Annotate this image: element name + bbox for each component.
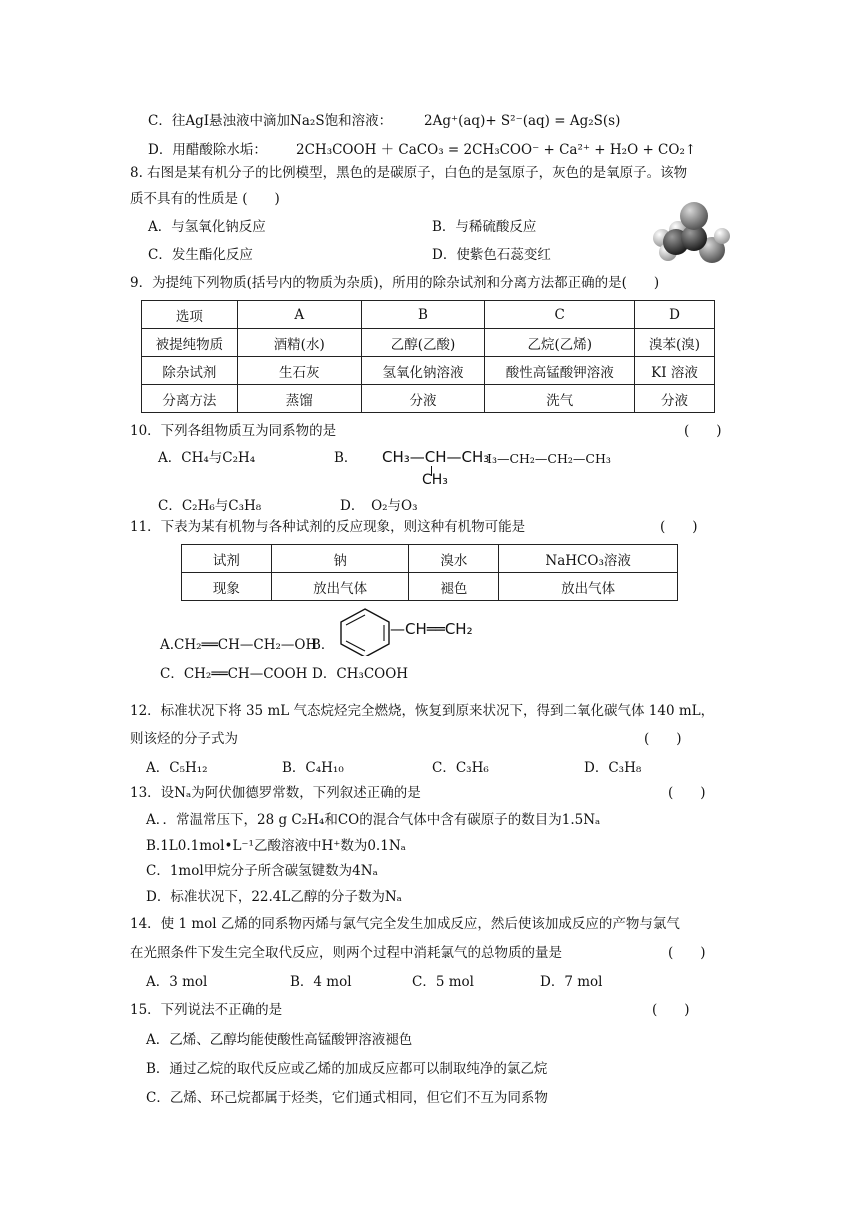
table-cell: 洗气 — [485, 385, 635, 413]
table-cell: 生石灰 — [237, 357, 361, 385]
molecule-model-image — [648, 196, 734, 272]
q13-option-a: A．．常温常压下，28 g C₂H₄和CO的混合气体中含有碳原子的数目为1.5Nₐ — [146, 812, 601, 828]
q14-stem-line1: 14．使 1 mol 乙烯的同系物丙烯与氯气完全发生加成反应，然后使该加成反应的产物与氯气 — [130, 916, 680, 932]
table-cell: 褪色 — [409, 573, 499, 601]
q10-option-b-second: I₃—CH₂—CH₂—CH₃ — [487, 451, 611, 466]
q7-option-d-label: D．用醋酸除水垢： — [148, 142, 267, 158]
q12-option-d: D．C₃H₈ — [584, 760, 642, 776]
q10-option-d: D． O₂与O₃ — [340, 498, 418, 514]
table-row — [182, 545, 678, 573]
q10-option-b-branch: CH₃ — [422, 472, 448, 488]
q14-answer-paren: ( ) — [668, 945, 706, 961]
q11-answer-paren: ( ) — [660, 519, 698, 535]
q12-option-b: B．C₄H₁₀ — [282, 760, 344, 776]
q7-option-d-equation: 2CH₃COOH ＋ CaCO₃ = 2CH₃COO⁻ + Ca²⁺ + H₂O + CO₂↑ — [296, 142, 697, 158]
table-cell: 选项 — [142, 301, 238, 329]
table-cell: 分液 — [361, 385, 485, 413]
table-cell: 除杂试剂 — [142, 357, 238, 385]
table-cell: D — [635, 301, 715, 329]
q10-option-a: A．CH₄与C₂H₄ — [158, 450, 256, 466]
q15-option-a: A．乙烯、乙醇均能使酸性高锰酸钾溶液褪色 — [146, 1032, 413, 1048]
table-cell: 酒精(水) — [237, 329, 361, 357]
table-cell: 钠 — [271, 545, 409, 573]
table-cell: 放出气体 — [271, 573, 409, 601]
q10-answer-paren: ( ) — [684, 423, 722, 439]
table-cell: 分离方法 — [142, 385, 238, 413]
table-cell: A — [237, 301, 361, 329]
q11-option-a: A.CH₂══CH—CH₂—OH — [160, 637, 318, 653]
q10-option-c: C．C₂H₆与C₃H₈ — [158, 498, 262, 514]
q12-answer-paren: ( ) — [644, 731, 682, 747]
table-row — [182, 573, 678, 601]
q10-option-b-label: B． — [334, 450, 358, 466]
q8-option-b: B．与稀硫酸反应 — [432, 219, 537, 235]
q11-option-b-label: B． — [311, 637, 335, 653]
q11-option-d: D．CH₃COOH — [312, 666, 409, 682]
q8-stem-line2: 质不具有的性质是 ( ) — [130, 191, 280, 207]
table-cell: 被提纯物质 — [142, 329, 238, 357]
q7-option-c-equation: 2Ag⁺(aq)+ S²⁻(aq) = Ag₂S(s) — [424, 113, 621, 129]
table-cell: NaHCO₃溶液 — [499, 545, 678, 573]
q9-stem: 9．为提纯下列物质(括号内的物质为杂质)，所用的除杂试剂和分离方法都正确的是( ) — [130, 275, 660, 291]
q12-stem-line2: 则该烃的分子式为 — [130, 731, 238, 747]
q10-option-b-structure: CH₃—CH—CH₃ — [382, 448, 490, 466]
table-cell: KI 溶液 — [635, 357, 715, 385]
q11-option-c: C．CH₂══CH—COOH — [160, 666, 308, 682]
q12-option-c: C．C₃H₆ — [432, 760, 489, 776]
q13-option-b: B.1L0.1mol•L⁻¹乙酸溶液中H⁺数为0.1Nₐ — [146, 838, 406, 854]
q14-stem-line2: 在光照条件下发生完全取代反应，则两个过程中消耗氯气的总物质的量是 — [130, 945, 562, 961]
hydrogen-atom — [714, 228, 730, 244]
table-cell: B — [361, 301, 485, 329]
q7-option-c-label: C．往AgI悬浊液中滴加Na₂S饱和溶液： — [148, 113, 393, 129]
q14-option-a: A．3 mol — [146, 974, 208, 990]
q15-answer-paren: ( ) — [652, 1002, 690, 1018]
q14-option-c: C．5 mol — [412, 974, 474, 990]
q15-stem: 15．下列说法不正确的是 — [130, 1002, 283, 1018]
q13-answer-paren: ( ) — [668, 785, 706, 801]
benzene-ring-icon — [334, 606, 396, 656]
oxygen-atom — [680, 202, 708, 230]
q12-option-a: A．C₅H₁₂ — [146, 760, 208, 776]
q8-option-c: C．发生酯化反应 — [148, 247, 253, 263]
table-cell: 溴苯(溴) — [635, 329, 715, 357]
q15-option-b: B．通过乙烷的取代反应或乙烯的加成反应都可以制取纯净的氯乙烷 — [146, 1061, 548, 1077]
table-row — [142, 385, 715, 413]
table-row — [142, 301, 715, 329]
table-cell: 分液 — [635, 385, 715, 413]
q13-stem: 13．设Nₐ为阿伏伽德罗常数，下列叙述正确的是 — [130, 785, 421, 801]
q10-stem: 10．下列各组物质互为同系物的是 — [130, 423, 337, 439]
q8-option-a: A．与氢氧化钠反应 — [148, 219, 266, 235]
q15-option-c: C．乙烯、环己烷都属于烃类，它们通式相同，但它们不互为同系物 — [146, 1090, 548, 1106]
q9-table — [141, 300, 715, 413]
table-cell: 乙醇(乙酸) — [361, 329, 485, 357]
table-cell: 试剂 — [182, 545, 272, 573]
table-cell: 放出气体 — [499, 573, 678, 601]
q12-stem-line1: 12．标准状况下将 35 mL 气态烷烃完全燃烧，恢复到原来状况下，得到二氧化碳气体 140 mL， — [130, 703, 715, 719]
q11-stem: 11．下表为某有机物与各种试剂的反应现象，则这种有机物可能是 — [130, 519, 526, 535]
q14-option-b: B．4 mol — [290, 974, 352, 990]
q8-option-d: D．使紫色石蕊变红 — [432, 247, 551, 263]
table-row — [142, 357, 715, 385]
q8-stem-line1: 8. 右图是某有机分子的比例模型，黑色的是碳原子，白色的是氢原子，灰色的是氧原子。该物 — [130, 165, 688, 181]
q11-option-b-structure: —CH══CH₂ — [390, 620, 473, 638]
q11-table — [181, 544, 678, 601]
q13-option-c: C．1mol甲烷分子所含碳氢键数为4Nₐ — [146, 863, 378, 879]
table-cell: C — [485, 301, 635, 329]
table-cell: 溴水 — [409, 545, 499, 573]
table-cell: 乙烷(乙烯) — [485, 329, 635, 357]
table-cell: 氢氧化钠溶液 — [361, 357, 485, 385]
table-cell: 酸性高锰酸钾溶液 — [485, 357, 635, 385]
table-cell: 蒸馏 — [237, 385, 361, 413]
table-cell: 现象 — [182, 573, 272, 601]
q13-option-d: D．标准状况下，22.4L乙醇的分子数为Nₐ — [146, 889, 402, 905]
q14-option-d: D．7 mol — [540, 974, 603, 990]
table-row — [142, 329, 715, 357]
